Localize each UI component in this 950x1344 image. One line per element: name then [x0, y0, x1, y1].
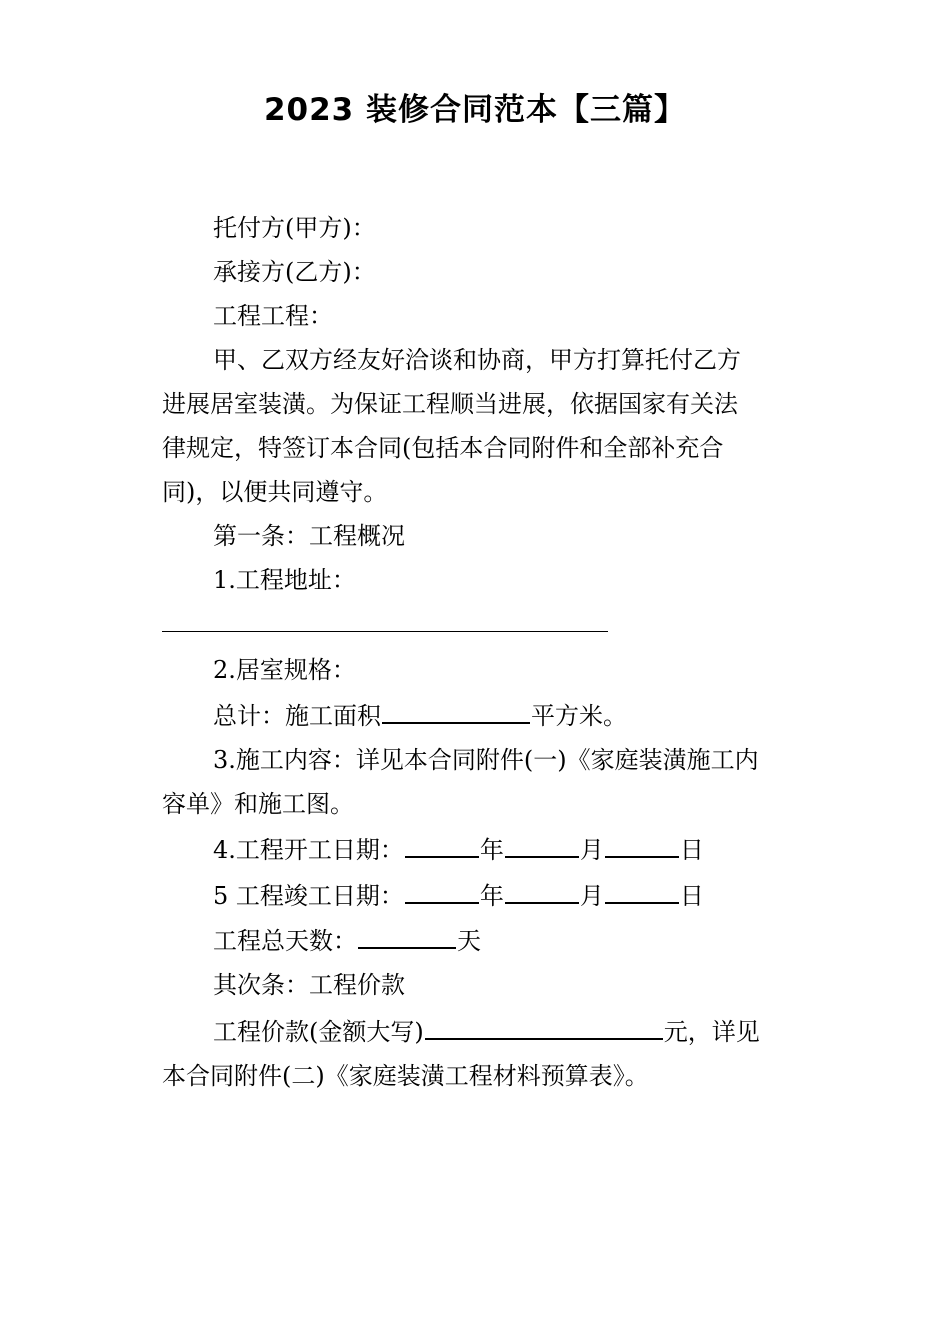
start-date-label: 4.工程开工日期：: [213, 836, 404, 864]
project-label: 工程工程：: [213, 302, 333, 330]
total-days-unit: 天: [457, 927, 481, 955]
area-row: [213, 698, 627, 733]
start-year-unit: 年: [479, 836, 504, 864]
end-month-unit: 月: [579, 882, 604, 910]
price-row: [213, 1014, 760, 1049]
end-month-blank: [505, 878, 579, 904]
area-suffix: 平方米。: [531, 702, 627, 730]
start-month-blank: [505, 832, 579, 858]
start-date-row: [213, 832, 704, 867]
area-prefix: 总计：施工面积: [213, 702, 381, 730]
price-line-2: 本合同附件(二)《家庭装潢工程材料预算表》。: [162, 1062, 649, 1090]
end-day-blank: [605, 878, 679, 904]
end-day-unit: 日: [679, 882, 704, 910]
contractor-label: 承接方(乙方)：: [213, 258, 376, 286]
end-date-label: 5 工程竣工日期：: [213, 882, 404, 910]
intro-line-2: 进展居室装潢。为保证工程顺当进展，依据国家有关法: [162, 390, 738, 418]
intro-line-3: 律规定，特签订本合同(包括本合同附件和全部补充合: [162, 434, 724, 462]
start-year-blank: [405, 832, 479, 858]
end-year-blank: [405, 878, 479, 904]
client-label: 托付方(甲方)：: [213, 214, 376, 242]
start-day-blank: [605, 832, 679, 858]
price-prefix: 工程价款(金额大写): [213, 1018, 424, 1046]
address-label: 1.工程地址：: [213, 566, 356, 594]
end-year-unit: 年: [479, 882, 504, 910]
address-blank-line: [162, 631, 608, 632]
area-blank: [382, 698, 530, 724]
content-line-2: 容单》和施工图。: [162, 790, 354, 818]
document-title: 2023 装修合同范本【三篇】: [263, 92, 687, 128]
start-month-unit: 月: [579, 836, 604, 864]
price-blank: [425, 1014, 663, 1040]
article1-heading: 第一条：工程概况: [213, 522, 405, 550]
total-days-label: 工程总天数：: [213, 927, 357, 955]
start-day-unit: 日: [679, 836, 704, 864]
total-days-blank: [358, 923, 456, 949]
spec-label: 2.居室规格：: [213, 656, 356, 684]
intro-line-4: 同)，以便共同遵守。: [162, 478, 388, 506]
total-days-row: [213, 923, 481, 958]
content-line-1: 3.施工内容：详见本合同附件(一)《家庭装潢施工内: [213, 746, 759, 774]
price-suffix: 元，详见: [663, 1018, 760, 1046]
end-date-row: [213, 878, 704, 913]
intro-line-1: 甲、乙双方经友好洽谈和协商，甲方打算托付乙方: [213, 346, 741, 374]
article2-heading: 其次条：工程价款: [213, 971, 405, 999]
